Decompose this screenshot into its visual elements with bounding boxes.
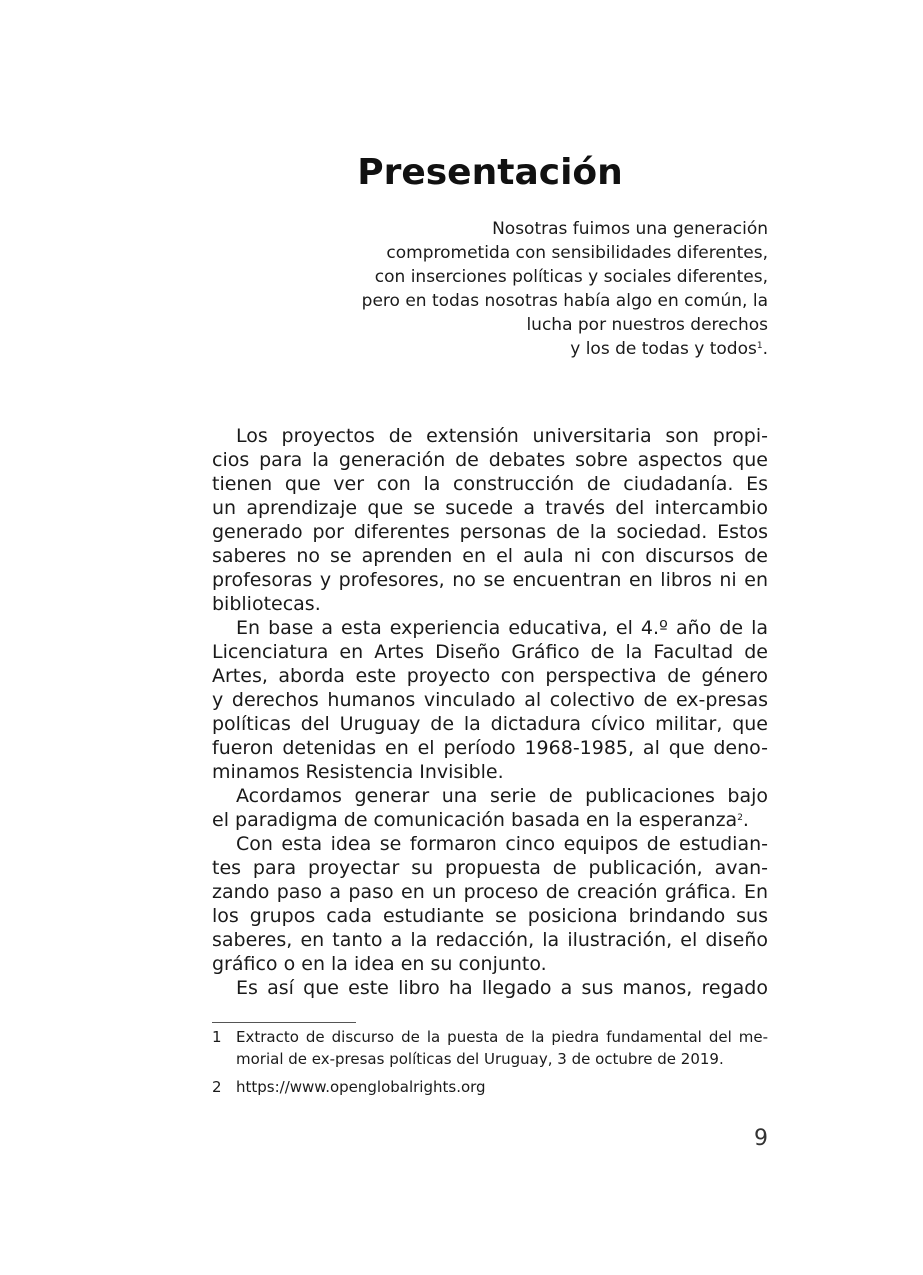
paragraph-line: los grupos cada estudiante se posiciona brindando sus — [212, 905, 768, 927]
footnote-ref-2[interactable]: 2 — [737, 813, 743, 823]
footnote-url-link[interactable]: https://www.openglobalrights.org — [236, 1078, 486, 1096]
footnote-line: morial de ex-presas políticas del Uruguay, 3 de octubre de 2019. — [236, 1050, 724, 1068]
paragraph-line: Artes, aborda este proyecto con perspectiva de género — [212, 665, 768, 687]
paragraph-line: tienen que ver con la construcción de ciudadanía. Es — [212, 473, 768, 495]
footnote-line: Extracto de discurso de la puesta de la piedra fundamental del me- — [236, 1028, 768, 1046]
footnote-number: 1 — [212, 1028, 222, 1046]
paragraph-line: Es así que este libro ha llegado a sus manos, regado — [236, 977, 768, 999]
footnote-1 — [212, 1026, 768, 1070]
epigraph-line: Nosotras fuimos una generación — [492, 219, 768, 239]
paragraph-line-with-ref — [212, 808, 768, 832]
epigraph-line: con inserciones políticas y sociales diferentes, — [374, 267, 768, 287]
paragraph-line: Licenciatura en Artes Diseño Gráfico de la Facultad de — [212, 641, 768, 663]
epigraph-line: lucha por nuestros derechos — [526, 315, 768, 335]
paragraph-line: profesoras y profesores, no se encuentran en libros ni en — [212, 569, 768, 591]
paragraph-line: fueron detenidas en el período 1968-1985, al que deno- — [212, 737, 768, 759]
footnote-divider — [212, 1022, 356, 1023]
paragraph-line: gráfico o en la idea en su conjunto. — [212, 953, 547, 975]
paragraph-line: minamos Resistencia Invisible. — [212, 761, 504, 783]
paragraph-line: Acordamos generar una serie de publicaciones bajo — [236, 785, 768, 807]
paragraph-line: generado por diferentes personas de la sociedad. Estos — [212, 521, 768, 543]
paragraph-end-punct: . — [742, 809, 749, 831]
epigraph — [328, 217, 768, 361]
epigraph-line: comprometida con sensibilidades diferentes, — [386, 243, 768, 263]
paragraph-line-text: el paradigma de comunicación basada en la esperanza — [212, 809, 738, 831]
footnote-2 — [212, 1076, 768, 1098]
paragraph-line: saberes, en tanto a la redacción, la ilustración, el diseño — [212, 929, 768, 951]
paragraph-line: políticas del Uruguay de la dictadura cívico militar, que — [212, 713, 768, 735]
page-number: 9 — [754, 1126, 768, 1151]
paragraph-line: un aprendizaje que se sucede a través del intercambio — [212, 497, 768, 519]
epigraph-line: pero en todas nosotras había algo en común, la — [361, 291, 768, 311]
footnote-ref-1[interactable]: 1 — [756, 341, 763, 351]
paragraph-line: saberes no se aprenden en el aula ni con discursos de — [212, 545, 768, 567]
footnotes — [212, 1026, 768, 1104]
paragraph-line: En base a esta experiencia educativa, el 4.º año de la — [236, 617, 768, 639]
paragraph-line: zando paso a paso en un proceso de creación gráfica. En — [212, 881, 768, 903]
body-text — [212, 424, 768, 1000]
epigraph-last-line — [328, 337, 768, 361]
footnote-number: 2 — [212, 1078, 222, 1096]
epigraph-line-text: y los de todas y todos — [570, 339, 757, 359]
epigraph-end-punct: . — [762, 339, 768, 359]
paragraph-line: bibliotecas. — [212, 593, 321, 615]
paragraph-line: Los proyectos de extensión universitaria son propi- — [236, 425, 768, 447]
paragraph-line: cios para la generación de debates sobre aspectos que — [212, 449, 768, 471]
paragraph-line: tes para proyectar su propuesta de publicación, avan- — [212, 857, 768, 879]
paragraph-line: Con esta idea se formaron cinco equipos de estudian- — [236, 833, 768, 855]
paragraph-line: y derechos humanos vinculado al colectivo de ex-presas — [212, 689, 768, 711]
page-title: Presentación — [357, 152, 623, 193]
